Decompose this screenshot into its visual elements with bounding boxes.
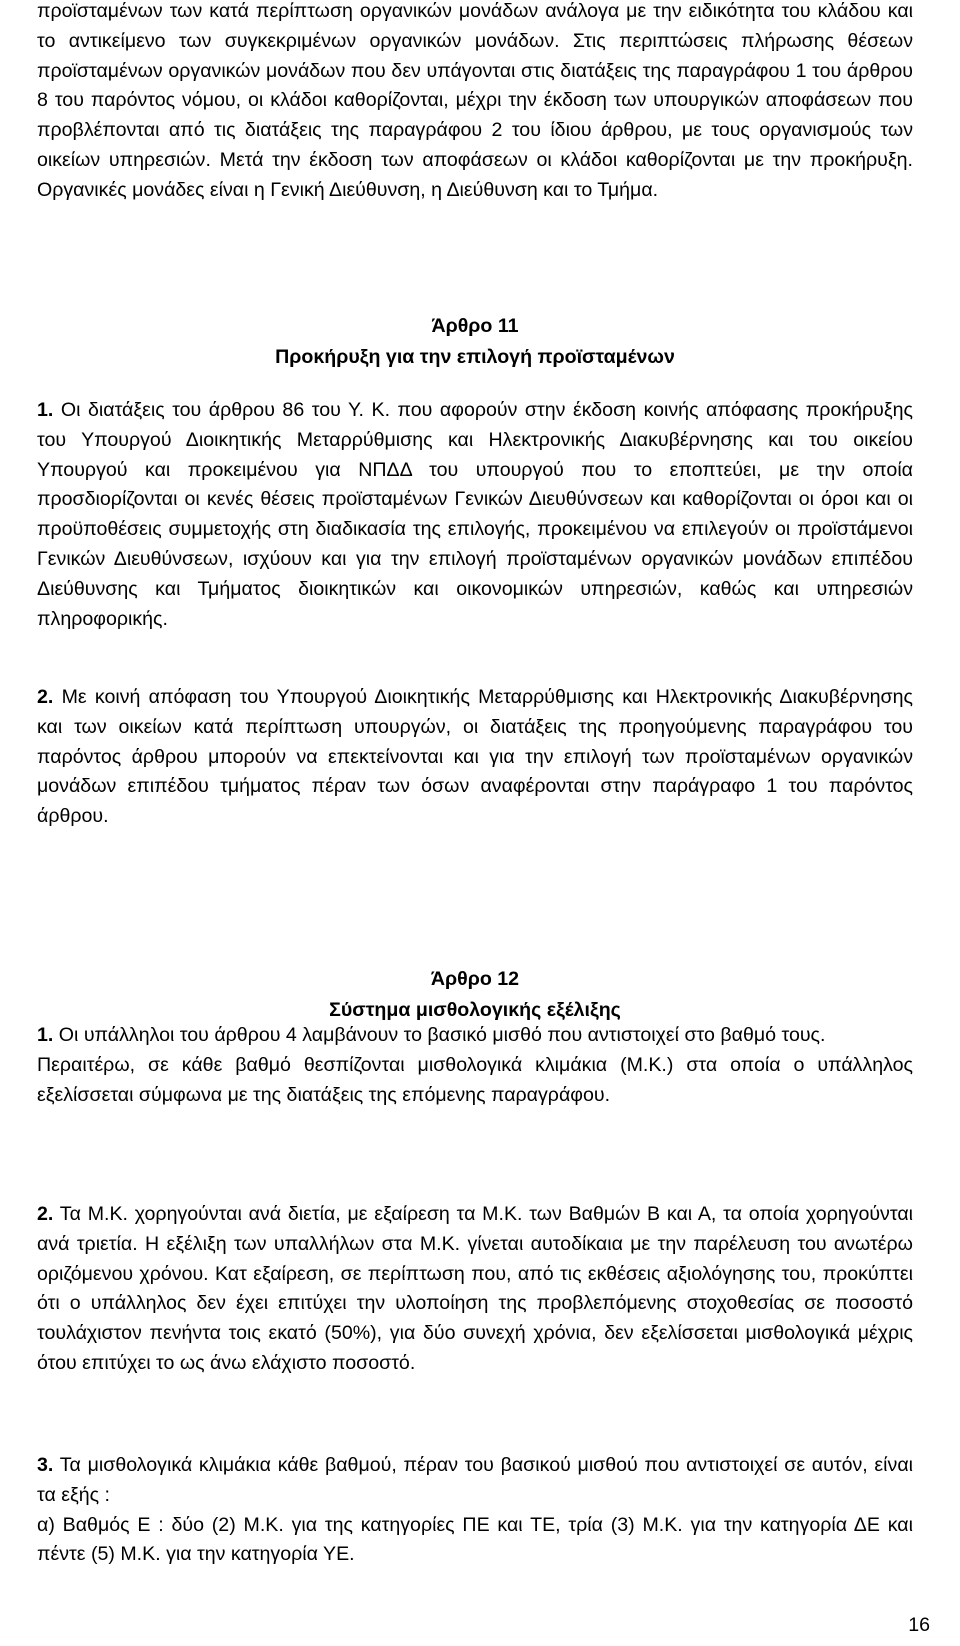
article-12-paragraph-3	[37, 1451, 913, 1570]
paragraph-number: 2.	[37, 1203, 54, 1225]
article-11-number: Άρθρο 11	[431, 315, 519, 337]
paragraph-item-a: α) Βαθμός Ε : δύο (2) Μ.Κ. για της κατηγορίες ΠΕ και ΤΕ, τρία (3) Μ.Κ. για την κατηγορία ΔΕ και πέντε (5) Μ.Κ. για την κατηγορία ΥΕ.	[37, 1513, 913, 1566]
paragraph-number: 1.	[37, 1024, 54, 1046]
article-12-heading	[37, 964, 913, 1025]
paragraph-text: Οι υπάλληλοι του άρθρου 4 λαμβάνουν το βασικό μισθό που αντιστοιχεί στο βαθμό τους.	[58, 1024, 826, 1046]
article-11-title: Προκήρυξη για την επιλογή προϊσταμένων	[275, 346, 675, 368]
paragraph-text: Τα μισθολογικά κλιμάκια κάθε βαθμού, πέραν του βασικού μισθού που αντιστοιχεί σε αυτόν, είναι τα εξής :	[37, 1454, 913, 1506]
paragraph-number: 3.	[37, 1454, 54, 1476]
paragraph-number: 1.	[37, 399, 54, 421]
paragraph-text: Οι διατάξεις του άρθρου 86 του Υ. Κ. που αφορούν στην έκδοση κοινής απόφασης προκήρυξης του Υπουργού Διοικητικής Μεταρρύθμισης και Ηλεκτρονικής Διακυβέρνησης και του οικείου Υπουργού και προκειμένου για ΝΠΔΔ του υπουργού που το εποπτεύει, με την οποία προσδιορίζονται οι κενές θέσεις προϊσταμένων Γενικών Διευθύνσεων και καθορίζονται οι όροι και οι προϋποθέσεις συμμετοχής στη διαδικασία της επιλογής, προκειμένου να επιλεγούν οι προϊστάμενοι Γενικών Διευθύνσεων, ισχύουν και για την επιλογή προϊσταμένων οργανικών μονάδων επιπέδου Διεύθυνσης και Τμήματος διοικητικών και οικονομικών υπηρεσιών, καθώς και υπηρεσιών πληροφορικής.	[37, 399, 914, 630]
article-11-heading	[37, 311, 913, 372]
article-11-paragraph-2	[37, 683, 913, 832]
intro-paragraph: προϊσταμένων των κατά περίπτωση οργανικών μονάδων ανάλογα με την ειδικότητα του κλάδου και το αντικείμενο των συγκεκριμένων οργανικών μονάδων. Στις περιπτώσεις πλήρωσης θέσεων προϊσταμένων οργανικών μονάδων που δεν υπάγονται στις διατάξεις της παραγράφου 1 του άρθρου 8 του παρόντος νόμου, οι κλάδοι καθορίζονται, μέχρι την έκδοση των υπουργικών αποφάσεων που προβλέπονται από τις διατάξεις της παραγράφου 2 του ίδιου άρθρου, με τους οργανισμούς των οικείων υπηρεσιών. Μετά την έκδοση των αποφάσεων οι κλάδοι καθορίζονται με την προκήρυξη. Οργανικές μονάδες είναι η Γενική Διεύθυνση, η Διεύθυνση και το Τμήμα.	[37, 0, 913, 201]
article-12-paragraph-2	[37, 1200, 913, 1379]
article-12-number: Άρθρο 12	[430, 968, 520, 990]
paragraph-text: Τα Μ.Κ. χορηγούνται ανά διετία, με εξαίρεση τα Μ.Κ. των Βαθμών Β και Α, τα οποία χορηγούνται ανά τριετία. Η εξέλιξη των υπαλλήλων στα Μ.Κ. γίνεται αυτοδίκαια με την παρέλευση του ανωτέρω οριζόμενου χρόνου. Κατ εξαίρεση, σε περίπτωση που, από τις εκθέσεις αξιολόγησης του, προκύπτει ότι ο υπάλληλος δεν έχει επιτύχει την υλοποίηση της προβλεπόμενης στοχοθεσίας σε ποσοστό τουλάχιστον πενήντα τοις εκατό (50%), για δύο συνεχή χρόνια, δεν εξελίσσεται μισθολογικά μέχρις ότου επιτύχει το ως άνω ελάχιστο ποσοστό.	[37, 1203, 913, 1374]
article-12-title: Σύστημα μισθολογικής εξέλιξης	[329, 999, 621, 1021]
article-12-paragraph-1	[37, 1021, 913, 1110]
article-11-paragraph-1	[37, 396, 913, 634]
paragraph-continuation: Περαιτέρω, σε κάθε βαθμό θεσπίζονται μισθολογικά κλιμάκια (Μ.Κ.) στα οποία ο υπάλληλος εξελίσσεται σύμφωνα με της διατάξεις της επόμενης παραγράφου.	[37, 1053, 913, 1106]
page-number: 16	[908, 1614, 930, 1636]
paragraph-number: 2.	[37, 686, 54, 708]
paragraph-text: Με κοινή απόφαση του Υπουργού Διοικητικής Μεταρρύθμισης και Ηλεκτρονικής Διακυβέρνησης και των οικείων κατά περίπτωση υπουργών, οι διατάξεις της προηγούμενης παραγράφου του παρόντος άρθρου μπορούν να επεκτείνονται και για την επιλογή των προϊσταμένων οργανικών μονάδων επιπέδου τμήματος πέραν των όσων αναφέρονται στην παράγραφο 1 του παρόντος άρθρου.	[37, 686, 913, 828]
